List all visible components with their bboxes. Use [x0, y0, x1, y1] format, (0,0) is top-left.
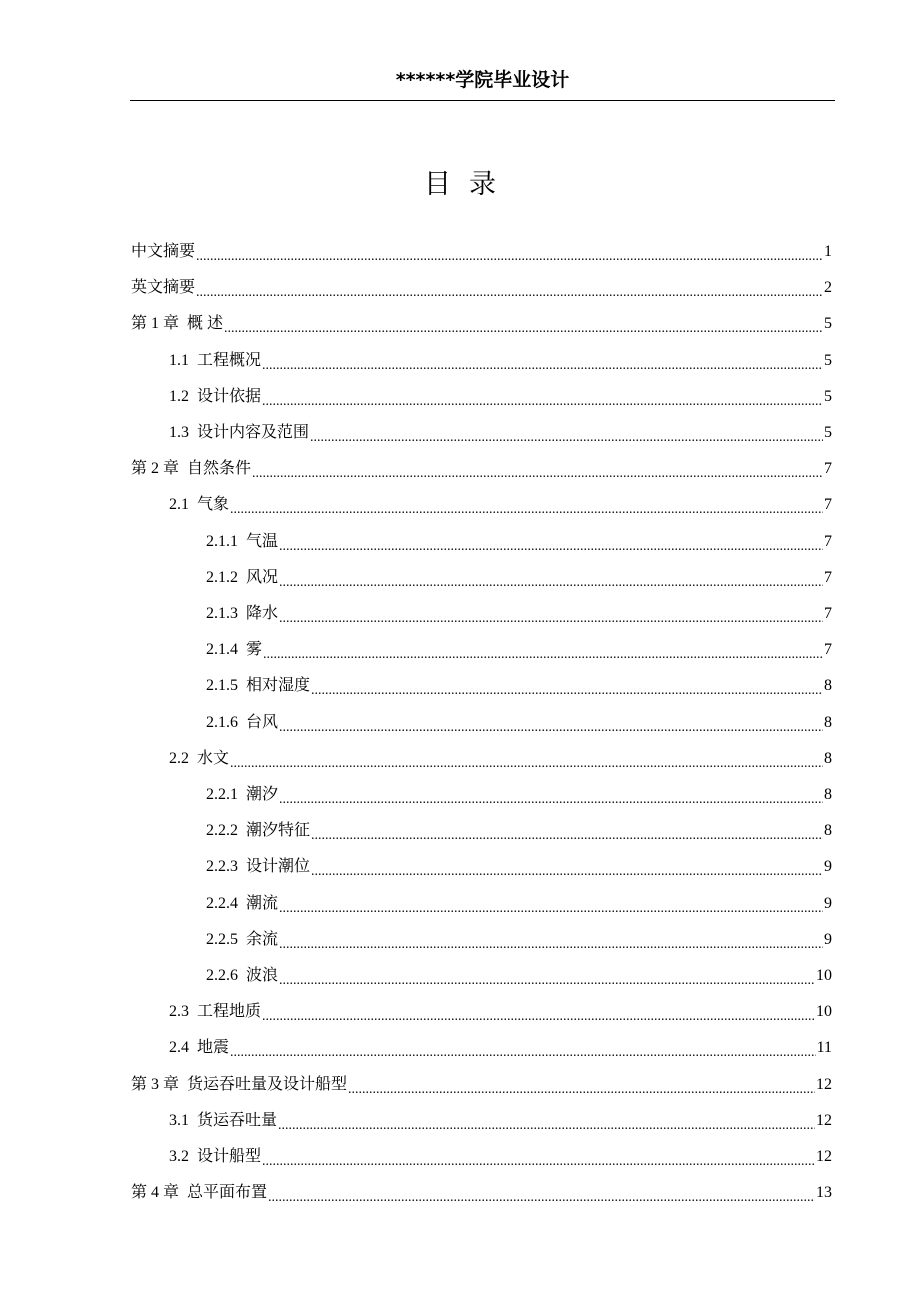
toc-entry-number: 2.2.5	[206, 931, 238, 948]
toc-entry-text: 气温	[246, 533, 279, 550]
toc-entry-text: 工程概况	[197, 352, 262, 369]
toc-entry-number: 2.2.2	[206, 822, 238, 839]
toc-dot-leader	[279, 900, 823, 914]
toc-entry-number: 3.1	[169, 1112, 189, 1129]
toc-entry-text: 地震	[197, 1039, 230, 1056]
toc-entry-number: 第 3 章	[131, 1076, 180, 1093]
toc-page-number: 5	[824, 352, 832, 369]
toc-page-number: 9	[824, 858, 832, 875]
toc-page-number: 10	[816, 1003, 832, 1020]
toc-dot-leader	[230, 1044, 816, 1058]
toc-page-number: 7	[824, 605, 832, 622]
toc-dot-leader	[268, 1189, 815, 1203]
toc-entry-text: 设计船型	[197, 1148, 262, 1165]
toc-dot-leader	[279, 791, 823, 805]
toc-entry-text: 雾	[246, 641, 263, 658]
toc-entry[interactable]	[206, 926, 832, 950]
toc-entry-number: 第 1 章	[131, 315, 180, 332]
toc-entry-number: 第 4 章	[131, 1184, 180, 1201]
toc-page-number: 8	[824, 714, 832, 731]
toc-page-number: 7	[824, 569, 832, 586]
toc-dot-leader	[279, 936, 823, 950]
toc-entry[interactable]	[169, 347, 832, 371]
toc-dot-leader	[230, 755, 823, 769]
toc-entry-text: 英文摘要	[131, 279, 196, 296]
toc-entry[interactable]	[131, 455, 832, 479]
toc-dot-leader	[262, 1153, 815, 1167]
toc-entry-text: 自然条件	[187, 460, 252, 477]
toc-dot-leader	[262, 357, 823, 371]
toc-entry-number: 2.2.6	[206, 967, 238, 984]
toc-page-number: 5	[824, 315, 832, 332]
toc-entry[interactable]	[206, 817, 832, 841]
toc-entry-text: 总平面布置	[187, 1184, 268, 1201]
toc-entry-text: 设计潮位	[246, 858, 311, 875]
toc-entry-number: 2.2.1	[206, 786, 238, 803]
toc-dot-leader	[311, 682, 823, 696]
toc-entry-number: 2.1.5	[206, 677, 238, 694]
toc-entry-number: 2.2	[169, 750, 189, 767]
toc-entry-text: 相对湿度	[246, 677, 311, 694]
toc-dot-leader	[252, 465, 823, 479]
toc-page-number: 2	[824, 279, 832, 296]
toc-dot-leader	[348, 1081, 815, 1095]
toc-entry[interactable]	[131, 274, 832, 298]
toc-page-number: 11	[816, 1039, 832, 1056]
toc-dot-leader	[263, 646, 823, 660]
toc-title: 目录	[424, 169, 514, 200]
toc-entry-text: 台风	[246, 714, 279, 731]
toc-entry[interactable]	[206, 962, 832, 986]
toc-dot-leader	[279, 719, 823, 733]
page-header: ******学院毕业设计	[130, 66, 835, 101]
toc-entry-number: 2.1.2	[206, 569, 238, 586]
toc-entry[interactable]	[169, 998, 832, 1022]
toc-entry-text: 余流	[246, 931, 279, 948]
toc-dot-leader	[311, 863, 823, 877]
toc-dot-leader	[279, 574, 823, 588]
toc-entry-text: 货运吞吐量	[197, 1112, 278, 1129]
toc-dot-leader	[279, 538, 823, 552]
toc-dot-leader	[224, 320, 823, 334]
toc-entry-number: 2.2.3	[206, 858, 238, 875]
toc-page-number: 5	[824, 424, 832, 441]
toc-entry-text: 风况	[246, 569, 279, 586]
toc-page-number: 7	[824, 641, 832, 658]
toc-dot-leader	[262, 1008, 815, 1022]
toc-entry[interactable]	[206, 781, 832, 805]
toc-entry[interactable]	[206, 636, 832, 660]
toc-entry-number: 2.1.4	[206, 641, 238, 658]
toc-entry[interactable]	[169, 745, 832, 769]
toc-entry[interactable]	[206, 600, 832, 624]
toc-entry[interactable]	[131, 310, 832, 334]
toc-page-number: 7	[824, 533, 832, 550]
toc-dot-leader	[230, 501, 823, 515]
toc-entry-text: 气象	[197, 496, 230, 513]
toc-entry[interactable]	[206, 528, 832, 552]
toc-dot-leader	[196, 284, 823, 298]
toc-entry-number: 2.1	[169, 496, 189, 513]
toc-page-number: 8	[824, 677, 832, 694]
toc-entry-text: 潮流	[246, 895, 279, 912]
toc-dot-leader	[262, 393, 823, 407]
toc-entry-number: 第 2 章	[131, 460, 180, 477]
toc-entry-text: 设计依据	[197, 388, 262, 405]
toc-entry-number: 2.1.1	[206, 533, 238, 550]
toc-page-number: 12	[816, 1148, 832, 1165]
toc-page-number: 13	[816, 1184, 832, 1201]
toc-entry[interactable]	[131, 1179, 832, 1203]
toc-page-number: 12	[816, 1076, 832, 1093]
toc-dot-leader	[279, 972, 815, 986]
toc-page-number: 8	[824, 822, 832, 839]
toc-entry[interactable]	[206, 709, 832, 733]
toc-page-number: 8	[824, 750, 832, 767]
toc-entry[interactable]	[131, 1071, 832, 1095]
toc-entry-text: 货运吞吐量及设计船型	[187, 1076, 348, 1093]
toc-entry[interactable]	[169, 1143, 832, 1167]
toc-page-number: 10	[816, 967, 832, 984]
toc-entry-number: 2.1.6	[206, 714, 238, 731]
toc-dot-leader	[279, 610, 823, 624]
toc-page-number: 8	[824, 786, 832, 803]
toc-entry-text: 设计内容及范围	[197, 424, 310, 441]
toc-entry[interactable]	[169, 419, 832, 443]
toc-entry-number: 1.2	[169, 388, 189, 405]
toc-entry[interactable]	[206, 890, 832, 914]
toc-entry-text: 潮汐特征	[246, 822, 311, 839]
toc-entry-number: 1.3	[169, 424, 189, 441]
toc-entry[interactable]	[169, 383, 832, 407]
toc-entry-number: 2.2.4	[206, 895, 238, 912]
toc-page-number: 9	[824, 895, 832, 912]
toc-entry-text: 波浪	[246, 967, 279, 984]
toc-entry[interactable]	[206, 564, 832, 588]
toc-entry-text: 潮汐	[246, 786, 279, 803]
toc-entry-number: 2.3	[169, 1003, 189, 1020]
toc-page-number: 5	[824, 388, 832, 405]
toc-entry-text: 概 述	[187, 315, 224, 332]
toc-page-number: 12	[816, 1112, 832, 1129]
toc-entry-number: 1.1	[169, 352, 189, 369]
toc-page-number: 7	[824, 496, 832, 513]
toc-entry-number: 2.4	[169, 1039, 189, 1056]
toc-entry[interactable]	[206, 853, 832, 877]
toc-page-number: 9	[824, 931, 832, 948]
toc-entry[interactable]	[206, 672, 832, 696]
toc-entry-text: 工程地质	[197, 1003, 262, 1020]
toc-entry-number: 2.1.3	[206, 605, 238, 622]
toc-dot-leader	[196, 248, 823, 262]
toc-entry-number: 3.2	[169, 1148, 189, 1165]
toc-entry[interactable]	[131, 238, 832, 262]
toc-entry-text: 中文摘要	[131, 243, 196, 260]
toc-entry[interactable]	[169, 491, 832, 515]
toc-entry[interactable]	[169, 1107, 832, 1131]
toc-entry[interactable]	[169, 1034, 832, 1058]
toc-dot-leader	[310, 429, 823, 443]
toc-page-number: 7	[824, 460, 832, 477]
toc-entry-text: 水文	[197, 750, 230, 767]
toc-page-number: 1	[824, 243, 832, 260]
toc-dot-leader	[311, 827, 823, 841]
toc-entry-text: 降水	[246, 605, 279, 622]
toc-dot-leader	[278, 1117, 815, 1131]
